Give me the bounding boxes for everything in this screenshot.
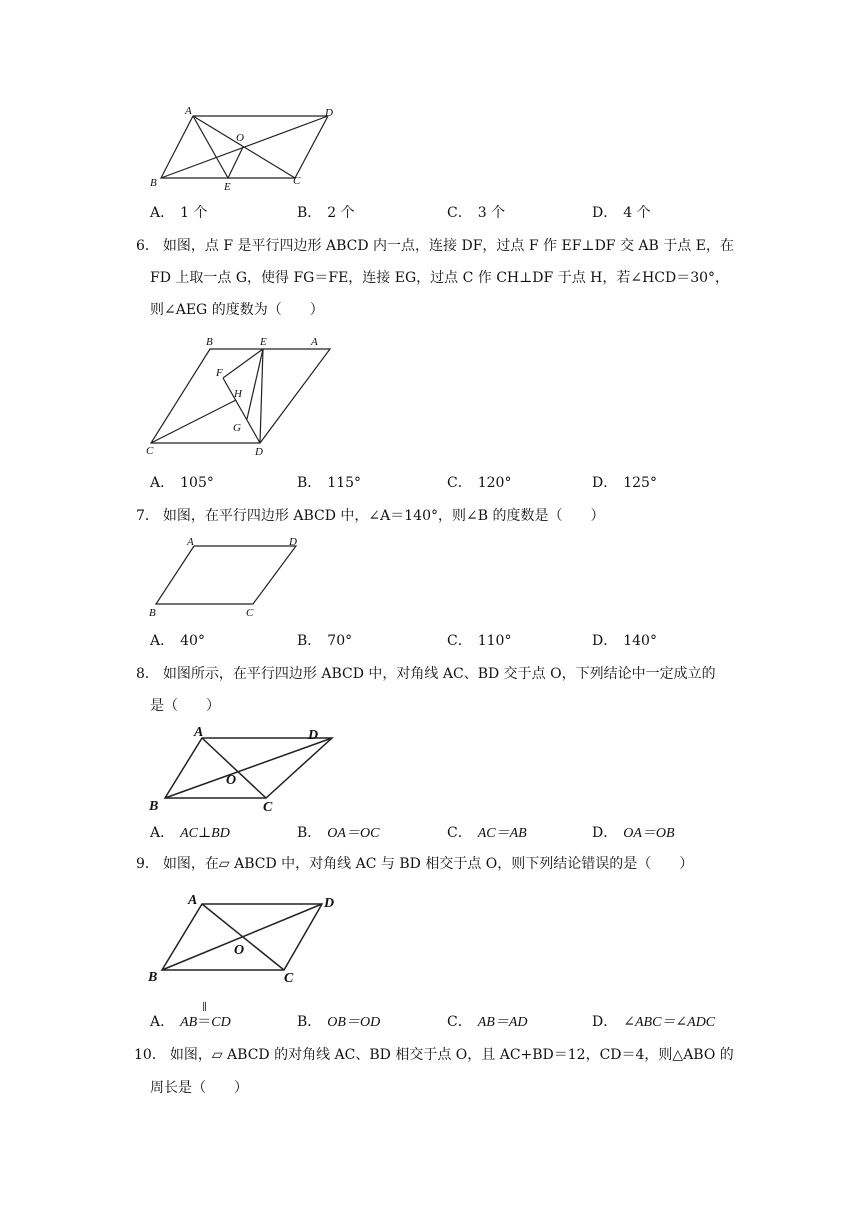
q9-diagonal-bd bbox=[162, 904, 322, 970]
q6-option-b[interactable] bbox=[297, 472, 361, 492]
option-letter: A． bbox=[150, 825, 175, 841]
option-text: 115° bbox=[327, 475, 362, 491]
q8-stem-line2 bbox=[150, 691, 750, 722]
q7-option-c[interactable] bbox=[447, 630, 511, 650]
q6-label-d: D bbox=[255, 446, 263, 458]
q10-stem-line2 bbox=[150, 1073, 750, 1104]
option-letter: D． bbox=[592, 1014, 618, 1030]
q6-stem-line3 bbox=[150, 295, 750, 326]
option-letter: A． bbox=[150, 205, 175, 221]
option-text: AC⊥BD bbox=[180, 826, 230, 841]
option-letter: D． bbox=[592, 633, 618, 649]
option-letter: C． bbox=[447, 205, 472, 221]
q6-option-c[interactable] bbox=[447, 472, 511, 492]
q9-text-line1: 如图，在▱ ABCD 中，对角线 AC 与 BD 相交于点 O，则下列结论错误的是（ ） bbox=[162, 856, 694, 872]
q9-label-b: B bbox=[148, 970, 158, 985]
q5-parallelogram-diagram bbox=[148, 104, 348, 196]
q6-label-a: A bbox=[311, 336, 318, 348]
option-letter: C． bbox=[447, 475, 472, 491]
q10-number: 10． bbox=[134, 1047, 166, 1063]
option-text: AC＝AB bbox=[477, 826, 527, 841]
q7-number: 7． bbox=[136, 508, 159, 524]
q7-option-d[interactable] bbox=[592, 630, 657, 650]
q8-text-line2: 是（ ） bbox=[150, 698, 220, 714]
q8-figure bbox=[146, 722, 336, 814]
q6-options bbox=[150, 472, 750, 492]
q7-stem-line1 bbox=[136, 501, 736, 532]
q7-parallelogram bbox=[156, 546, 296, 604]
q7-option-b[interactable] bbox=[297, 630, 352, 650]
q6-label-e: E bbox=[260, 336, 267, 348]
q9-parallelogram-diagram bbox=[146, 888, 346, 988]
option-letter: B． bbox=[297, 475, 322, 491]
q6-segment-ch bbox=[151, 400, 236, 443]
q5-figure bbox=[148, 104, 348, 196]
q5-options bbox=[150, 202, 750, 222]
q5-label-a: A bbox=[185, 105, 192, 117]
option-text: OA＝OC bbox=[327, 826, 380, 841]
q7-options bbox=[150, 630, 750, 650]
option-text: 120° bbox=[477, 475, 512, 491]
q6-stem-line2 bbox=[150, 263, 750, 294]
q9-stem-line1 bbox=[136, 849, 736, 880]
option-letter: A． bbox=[150, 1014, 175, 1030]
q9-options bbox=[150, 1002, 750, 1031]
q7-label-c: C bbox=[246, 607, 254, 619]
q5-label-d: D bbox=[325, 107, 333, 119]
q6-figure bbox=[144, 334, 344, 458]
q5-option-b[interactable] bbox=[297, 202, 355, 222]
q6-option-a[interactable] bbox=[150, 472, 214, 492]
option-letter: B． bbox=[297, 1014, 322, 1030]
option-letter: B． bbox=[297, 825, 322, 841]
q9-label-d: D bbox=[324, 896, 335, 911]
q9-figure bbox=[146, 888, 346, 988]
parallel-equal-symbol: ∥ ＝ bbox=[197, 1002, 212, 1030]
option-letter: A． bbox=[150, 633, 175, 649]
q6-option-d[interactable] bbox=[592, 472, 657, 492]
option-letter: D． bbox=[592, 475, 618, 491]
q9-label-c: C bbox=[284, 971, 294, 986]
q8-label-b: B bbox=[149, 799, 159, 814]
q9-option-d[interactable] bbox=[592, 1011, 715, 1031]
q8-label-c: C bbox=[263, 800, 273, 815]
q8-option-d[interactable] bbox=[592, 822, 675, 842]
option-text: 70° bbox=[327, 633, 353, 649]
q10-stem-line1 bbox=[134, 1040, 734, 1071]
q5-option-a[interactable] bbox=[150, 202, 207, 222]
option-text: ∠ABC＝∠ADC bbox=[623, 1015, 716, 1030]
option-text: 4 个 bbox=[623, 205, 651, 221]
option-letter: A． bbox=[150, 475, 175, 491]
q7-label-a: A bbox=[187, 536, 194, 548]
q9-number: 9． bbox=[136, 856, 159, 872]
q8-label-o: O bbox=[226, 773, 237, 788]
q9-label-o: O bbox=[234, 943, 245, 958]
option-letter: D． bbox=[592, 825, 618, 841]
q8-option-c[interactable] bbox=[447, 822, 527, 842]
q5-label-c: C bbox=[293, 175, 301, 187]
option-text: 125° bbox=[623, 475, 657, 491]
q7-figure bbox=[146, 536, 306, 620]
q9-label-a: A bbox=[188, 893, 198, 908]
q6-label-h: H bbox=[234, 388, 242, 400]
q5-segment-ae bbox=[193, 116, 228, 178]
option-letter: D． bbox=[592, 205, 618, 221]
q7-label-d: D bbox=[289, 536, 297, 548]
q10-text-line2: 周长是（ ） bbox=[150, 1080, 248, 1096]
q7-parallelogram-diagram bbox=[146, 536, 306, 620]
option-text: 3 个 bbox=[477, 205, 506, 221]
q5-option-c[interactable] bbox=[447, 202, 505, 222]
option-text: 140° bbox=[623, 633, 657, 649]
q6-segment-ed bbox=[260, 349, 263, 443]
q6-text-line3: 则∠AEG 的度数为（ ） bbox=[150, 302, 324, 318]
q7-option-a[interactable] bbox=[150, 630, 205, 650]
q6-label-g: G bbox=[233, 422, 241, 434]
q5-label-e: E bbox=[224, 181, 231, 193]
q6-number: 6． bbox=[136, 238, 159, 254]
q6-text-line1: 如图，点 F 是平行四边形 ABCD 内一点，连接 DF，过点 F 作 EF⊥DF 交 AB 于点 E，在 bbox=[162, 238, 734, 254]
parallel-mark: ∥ bbox=[202, 1002, 205, 1013]
option-letter: C． bbox=[447, 633, 472, 649]
option-letter: B． bbox=[297, 205, 322, 221]
q5-label-b: B bbox=[150, 177, 157, 189]
q5-segment-oe bbox=[228, 147, 243, 178]
option-text-right: CD bbox=[211, 1015, 231, 1030]
q9-option-a[interactable] bbox=[150, 1002, 231, 1031]
q9-option-c[interactable] bbox=[447, 1011, 527, 1031]
q8-diagonal-ac bbox=[202, 738, 266, 798]
q6-parallelogram-diagram bbox=[144, 334, 344, 458]
option-letter: B． bbox=[297, 633, 322, 649]
q6-stem-line1 bbox=[136, 231, 736, 262]
q8-text-line1: 如图所示，在平行四边形 ABCD 中，对角线 AC、BD 交于点 O，下列结论中一定成立的 bbox=[162, 666, 716, 682]
q6-label-b: B bbox=[206, 336, 213, 348]
option-text: 2 个 bbox=[327, 205, 355, 221]
q8-option-a[interactable] bbox=[150, 822, 230, 842]
q5-diagonal-bd bbox=[161, 116, 328, 178]
option-text: 105° bbox=[180, 475, 214, 491]
option-letter: C． bbox=[447, 1014, 472, 1030]
option-text: 1 个 bbox=[180, 205, 208, 221]
q8-label-d: D bbox=[308, 728, 319, 743]
q6-text-line2: FD 上取一点 G，使得 FG＝FE，连接 EG，过点 C 作 CH⊥DF 于点 H，若∠HCD＝30°， bbox=[150, 270, 730, 286]
q8-number: 8． bbox=[136, 666, 159, 682]
q6-label-f: F bbox=[216, 367, 223, 379]
q7-label-b: B bbox=[149, 607, 156, 619]
q8-diagonal-bd bbox=[165, 738, 332, 798]
option-text: OB＝OD bbox=[327, 1015, 381, 1030]
q8-stem-line1 bbox=[136, 659, 736, 690]
q8-label-a: A bbox=[194, 725, 204, 740]
option-text: 40° bbox=[180, 633, 205, 649]
q5-option-d[interactable] bbox=[592, 202, 651, 222]
option-text: 110° bbox=[477, 633, 512, 649]
option-text: OA＝OB bbox=[623, 826, 675, 841]
q8-parallelogram-diagram bbox=[146, 722, 336, 814]
option-text: AB＝AD bbox=[477, 1015, 528, 1030]
q8-options bbox=[150, 822, 750, 842]
option-text-left: AB bbox=[180, 1015, 198, 1030]
q9-option-b[interactable] bbox=[297, 1011, 380, 1031]
q8-option-b[interactable] bbox=[297, 822, 379, 842]
q10-text-line1: 如图，▱ ABCD 的对角线 AC、BD 相交于点 O，且 AC+BD＝12，CD＝4，则△ABO 的 bbox=[169, 1047, 734, 1063]
option-letter: C． bbox=[447, 825, 472, 841]
q6-label-c: C bbox=[146, 445, 154, 457]
q5-label-o: O bbox=[236, 132, 244, 144]
q7-text-line1: 如图，在平行四边形 ABCD 中，∠A＝140°，则∠B 的度数是（ ） bbox=[162, 508, 605, 524]
